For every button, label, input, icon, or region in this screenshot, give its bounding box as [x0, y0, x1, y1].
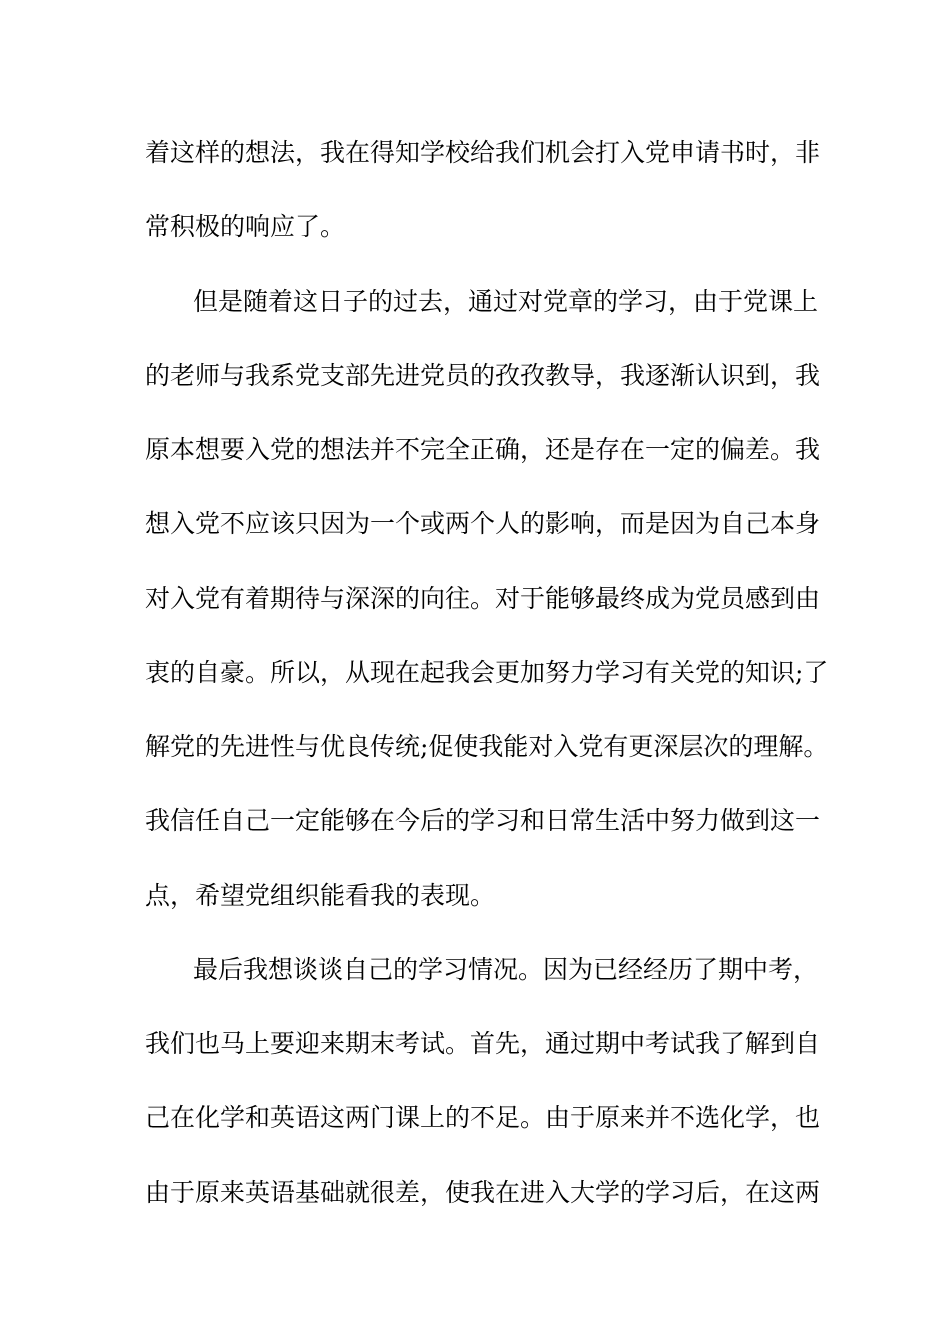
paragraph-first-line: 最后我想谈谈自己的学习情况。因为已经经历了期中考，	[193, 955, 819, 984]
text-line: 解党的先进性与优良传统;促使我能对入党有更深层次的理解。	[145, 732, 829, 761]
paragraph-first-line: 但是随着这日子的过去，通过对党章的学习，由于党课上	[193, 287, 819, 316]
text-line: 想入党不应该只因为一个或两个人的影响，而是因为自己本身	[145, 509, 821, 538]
text-line: 衷的自豪。所以，从现在起我会更加努力学习有关党的知识;了	[145, 658, 829, 687]
text-line: 的老师与我系党支部先进党员的孜孜教导，我逐渐认识到，我	[145, 361, 821, 390]
text-line: 我信任自己一定能够在今后的学习和日常生活中努力做到这一	[145, 806, 821, 835]
text-line: 我们也马上要迎来期末考试。首先，通过期中考试我了解到自	[145, 1029, 821, 1058]
text-line: 常积极的响应了。	[145, 212, 346, 241]
text-line: 己在化学和英语这两门课上的不足。由于原来并不选化学，也	[145, 1103, 821, 1132]
text-line: 着这样的想法，我在得知学校给我们机会打入党申请书时，非	[145, 138, 821, 167]
text-line: 原本想要入党的想法并不完全正确，还是存在一定的偏差。我	[145, 435, 821, 464]
text-line: 由于原来英语基础就很差，使我在进入大学的学习后，在这两	[145, 1178, 821, 1207]
text-line: 对入党有着期待与深深的向往。对于能够最终成为党员感到由	[145, 584, 821, 613]
text-line: 点，希望党组织能看我的表现。	[145, 881, 496, 910]
